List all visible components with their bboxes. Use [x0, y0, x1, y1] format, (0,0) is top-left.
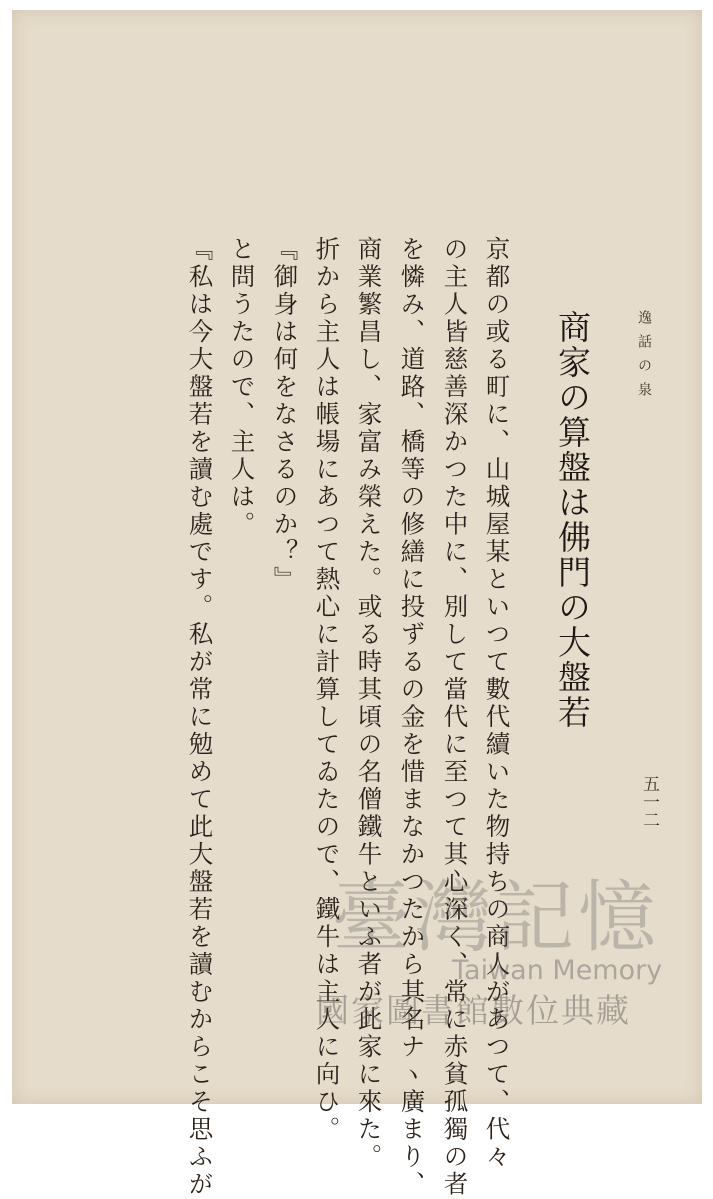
body-line-3: を憐み、道路、橋等の修繕に投ずるの金を惜まなかつたから其名ナヽ廣まり、: [397, 236, 427, 1199]
body-line-7: と問うたので、主人は。: [227, 236, 257, 539]
watermark-english: Taiwan Memory: [452, 955, 663, 986]
library-watermark: [312, 855, 707, 1030]
body-line-5: 折から主人は帳場にあつて熱心に計算してゐたので、鐵牛は主人に向ひ。: [312, 236, 342, 1144]
watermark-logo: 臺灣記憶: [332, 873, 661, 963]
body-line-2: の主人皆慈善深かつた中に、別して當代に至つて其心深く、常に赤貧孤獨の者: [440, 236, 470, 1199]
body-line-6: 『御身は何をなさるのか？』: [270, 236, 300, 594]
body-line-4: 商業繁昌し、家富み榮えた。或る時其頃の名僧鐵牛といふ者が此家に來た。: [354, 236, 384, 1171]
story-title: 商家の算盤は佛門の大盤若: [553, 310, 592, 730]
book-page: [12, 10, 702, 1199]
watermark-organization: 國家圖書館數位典藏: [316, 991, 631, 1030]
running-header: 逸話の泉: [636, 310, 652, 406]
body-line-1: 京都の或る町に、山城屋某といつて數代續いた物持ちの商人があつて、代々: [482, 236, 512, 1171]
page-number: 五一二: [639, 775, 659, 829]
body-line-8: 『私は今大盤若を讀む處です。私が常に勉めて此大盤若を讀むからこそ思ふが: [185, 236, 215, 1199]
